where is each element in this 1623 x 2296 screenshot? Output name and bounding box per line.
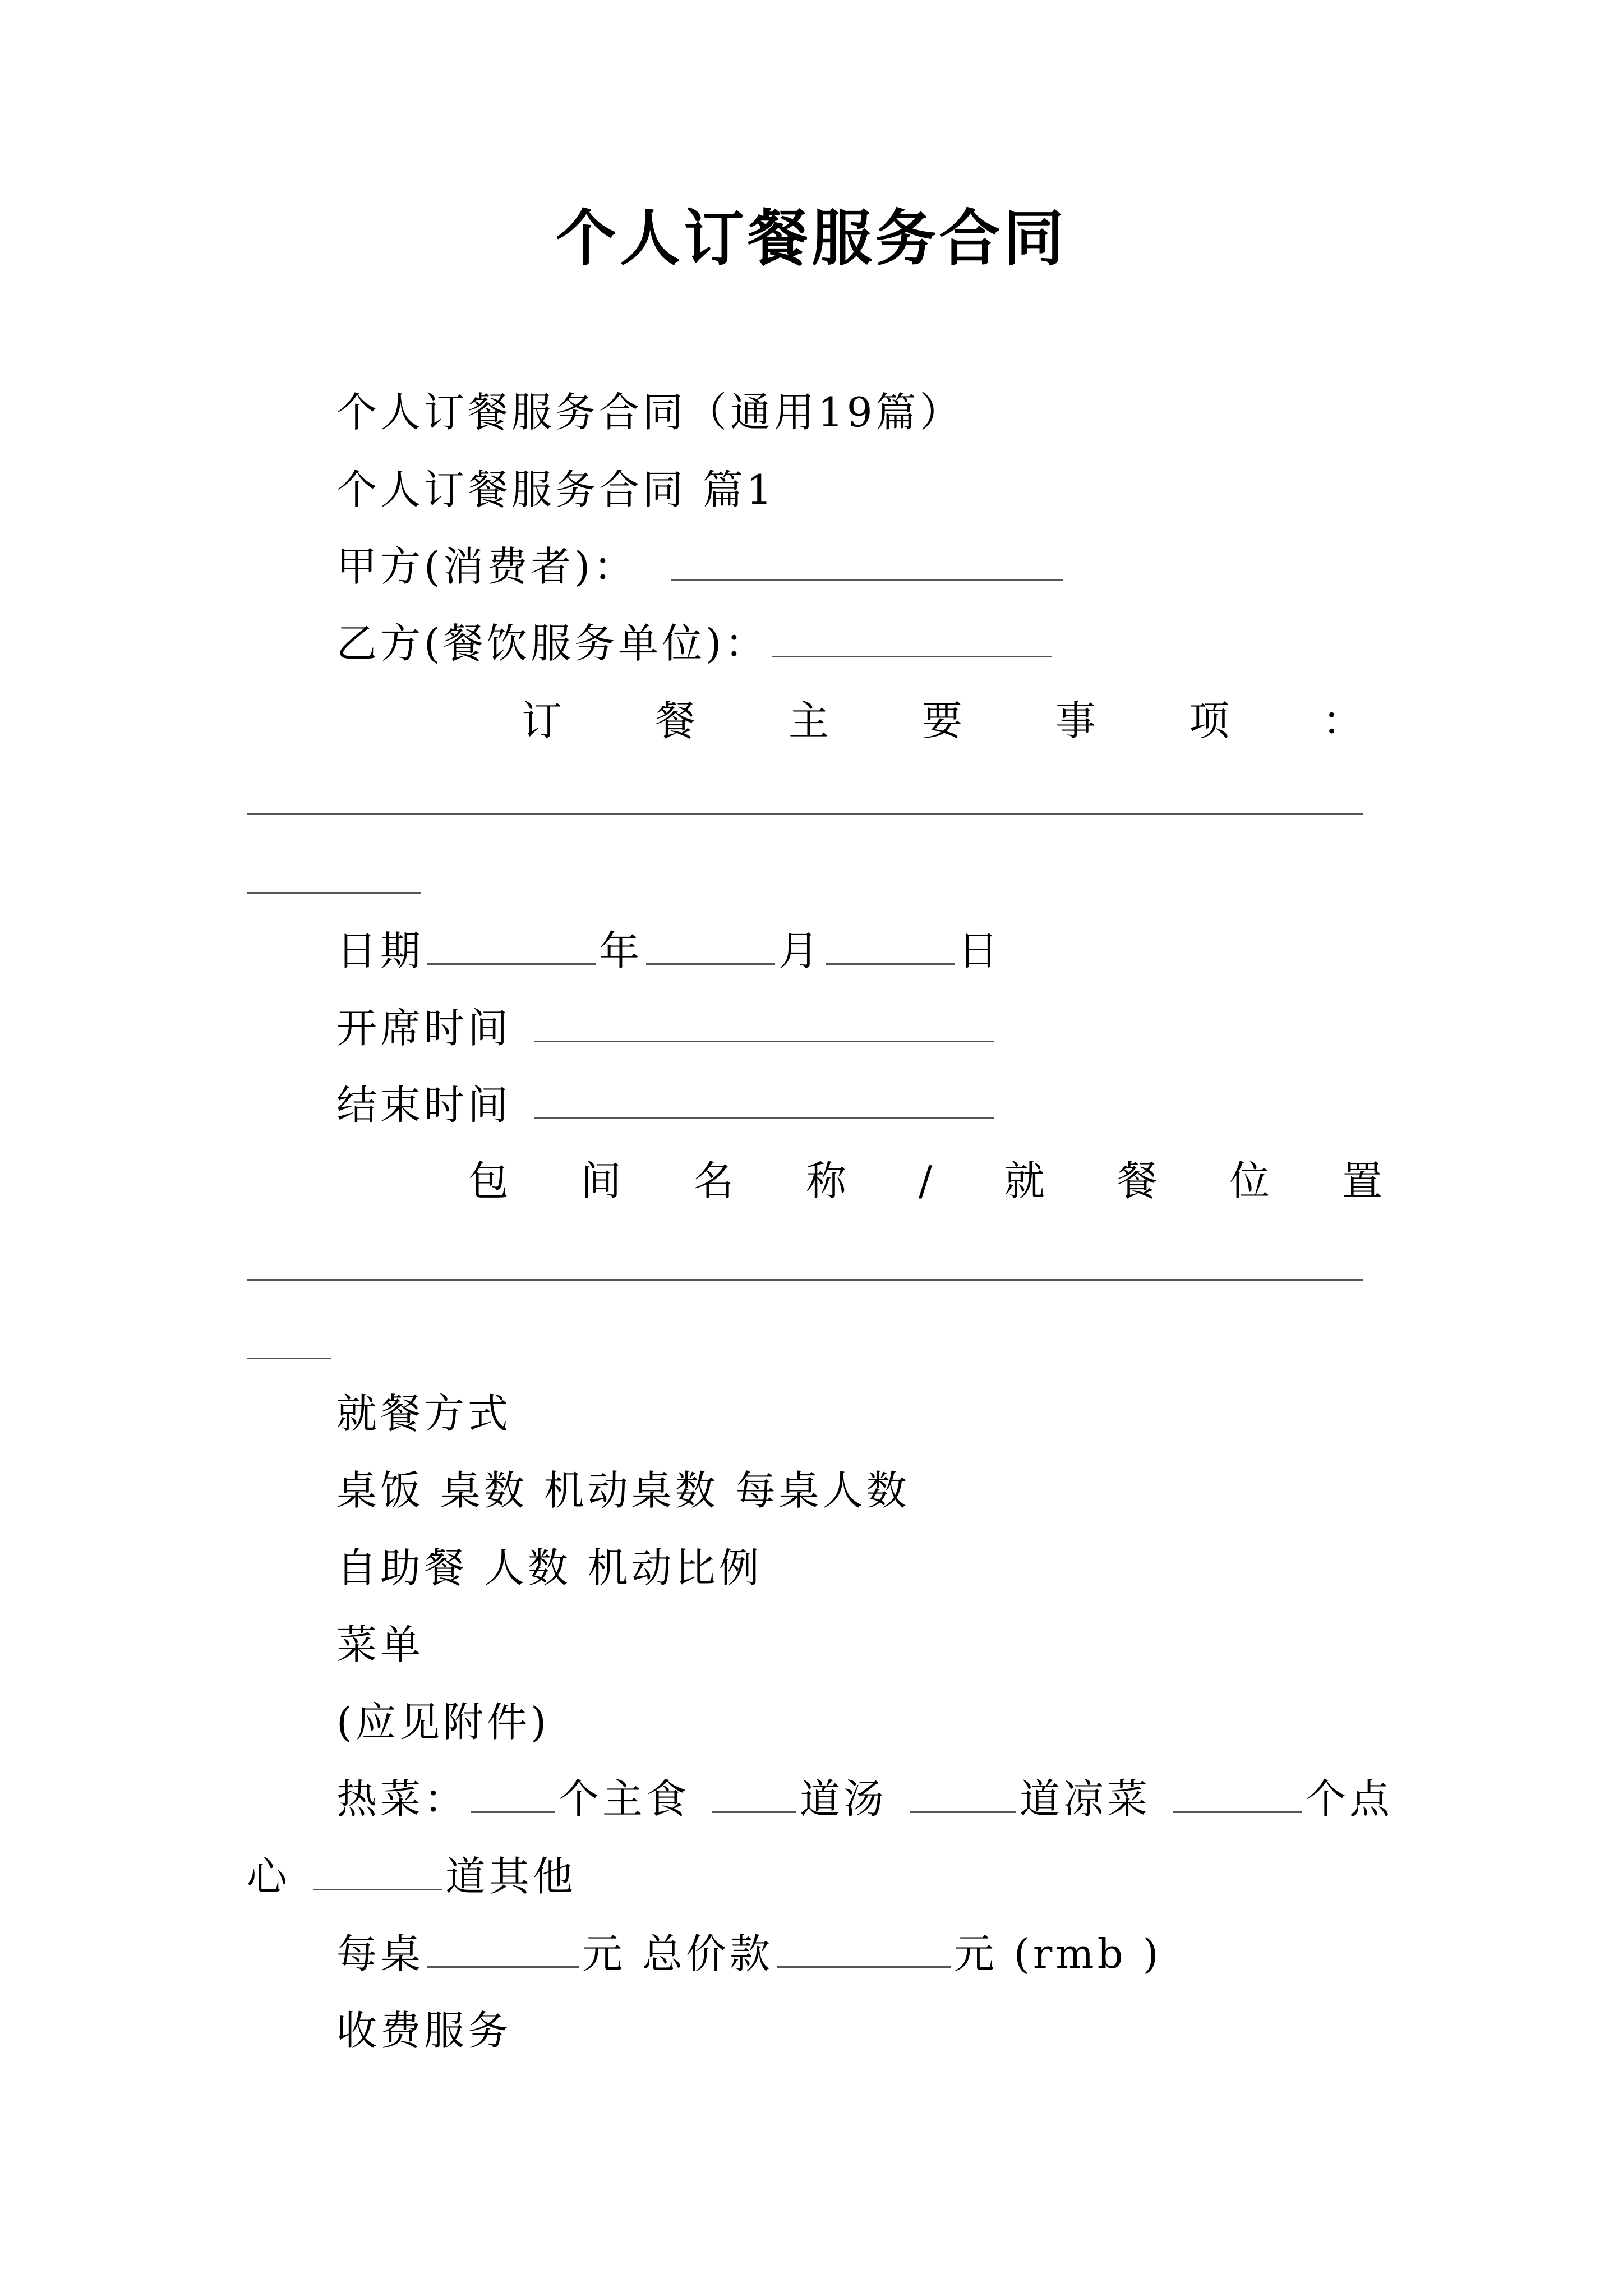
end-time-blank[interactable] <box>534 1077 994 1119</box>
other-dish-label: 道其他 <box>445 1853 577 1900</box>
chapter-heading: 个人订餐服务合同 篇1 <box>336 466 776 513</box>
party-a-blank[interactable] <box>671 539 1063 581</box>
date-day-blank[interactable] <box>826 923 955 965</box>
room-location-blank-line-1[interactable] <box>247 1279 1363 1281</box>
order-items-char: 订 <box>522 697 562 744</box>
hot-dish-blank[interactable] <box>471 1771 555 1813</box>
document-title: 个人订餐服务合同 <box>555 203 1067 274</box>
date-year-label: 年 <box>599 927 643 974</box>
currency-label: 元 (rmb ) <box>953 1930 1162 1977</box>
dim-sum-blank[interactable] <box>313 1848 442 1890</box>
buffet-line: 自助餐 人数 机动比例 <box>336 1544 763 1591</box>
room-location-char: 包 <box>468 1157 509 1204</box>
order-items-blank-line-2[interactable] <box>247 892 421 894</box>
date-day-label: 日 <box>958 927 1002 974</box>
per-table-price-blank[interactable] <box>427 1926 579 1968</box>
date-year-blank[interactable] <box>427 923 596 965</box>
main-food-blank[interactable] <box>712 1771 796 1813</box>
order-items-heading <box>522 690 1363 752</box>
charge-service-heading: 收费服务 <box>336 2007 512 2054</box>
start-time-blank[interactable] <box>534 1000 994 1042</box>
room-location-char: 称 <box>806 1157 847 1204</box>
room-location-char: 餐 <box>1117 1157 1158 1204</box>
party-b-label: 乙方(餐饮服务单位)： <box>336 620 769 667</box>
room-location-char: 置 <box>1341 1157 1382 1204</box>
date-label: 日期 <box>336 927 425 974</box>
date-month-blank[interactable] <box>646 923 775 965</box>
party-a-line <box>336 536 1067 597</box>
party-b-blank[interactable] <box>772 615 1052 657</box>
end-time-line <box>336 1074 997 1136</box>
order-items-blank-line-1[interactable] <box>247 813 1363 815</box>
attachment-note: (应见附件) <box>336 1699 550 1746</box>
room-location-heading <box>468 1150 1382 1212</box>
start-time-line <box>336 997 997 1059</box>
menu-heading: 菜单 <box>336 1621 425 1668</box>
hot-dish-label: 热菜： <box>336 1775 468 1823</box>
soup-label: 道汤 <box>800 1775 888 1823</box>
order-items-char: 餐 <box>654 697 695 744</box>
room-location-blank-line-2[interactable] <box>247 1358 331 1359</box>
room-location-char: / <box>918 1157 933 1204</box>
room-location-char: 位 <box>1229 1157 1270 1204</box>
date-month-label: 月 <box>778 927 823 974</box>
cold-dish-label: 道凉菜 <box>1020 1775 1151 1823</box>
dining-mode: 就餐方式 <box>336 1390 512 1437</box>
total-price-blank[interactable] <box>777 1926 951 1968</box>
order-items-char: 主 <box>788 697 829 744</box>
end-time-label: 结束时间 <box>336 1082 512 1129</box>
price-line <box>336 1923 1162 1985</box>
start-time-label: 开席时间 <box>336 1005 512 1052</box>
room-location-char: 间 <box>580 1157 621 1204</box>
subtitle: 个人订餐服务合同（通用19篇） <box>336 389 963 436</box>
main-food-label: 个主食 <box>559 1775 690 1823</box>
total-price-label: 元 总价款 <box>582 1930 773 1977</box>
dim-sum-label-b: 心 <box>247 1853 291 1900</box>
order-items-char: 项 <box>1188 697 1229 744</box>
soup-blank[interactable] <box>910 1771 1016 1813</box>
room-location-char: 名 <box>693 1157 734 1204</box>
per-table-label: 每桌 <box>336 1930 425 1977</box>
party-a-label: 甲方(消费者)： <box>336 543 638 590</box>
table-meal-line: 桌饭 桌数 机动桌数 每桌人数 <box>336 1467 910 1514</box>
date-line <box>336 920 1002 982</box>
dishes-line <box>336 1768 1393 1830</box>
order-items-char: 事 <box>1055 697 1096 744</box>
room-location-char: 就 <box>1004 1157 1045 1204</box>
order-items-char: ： <box>1322 697 1363 744</box>
cold-dish-blank[interactable] <box>1173 1771 1302 1813</box>
party-b-line <box>336 613 1055 674</box>
dim-sum-label-a: 个点 <box>1306 1775 1394 1823</box>
dishes-line-continued <box>247 1846 577 1907</box>
order-items-char: 要 <box>921 697 962 744</box>
